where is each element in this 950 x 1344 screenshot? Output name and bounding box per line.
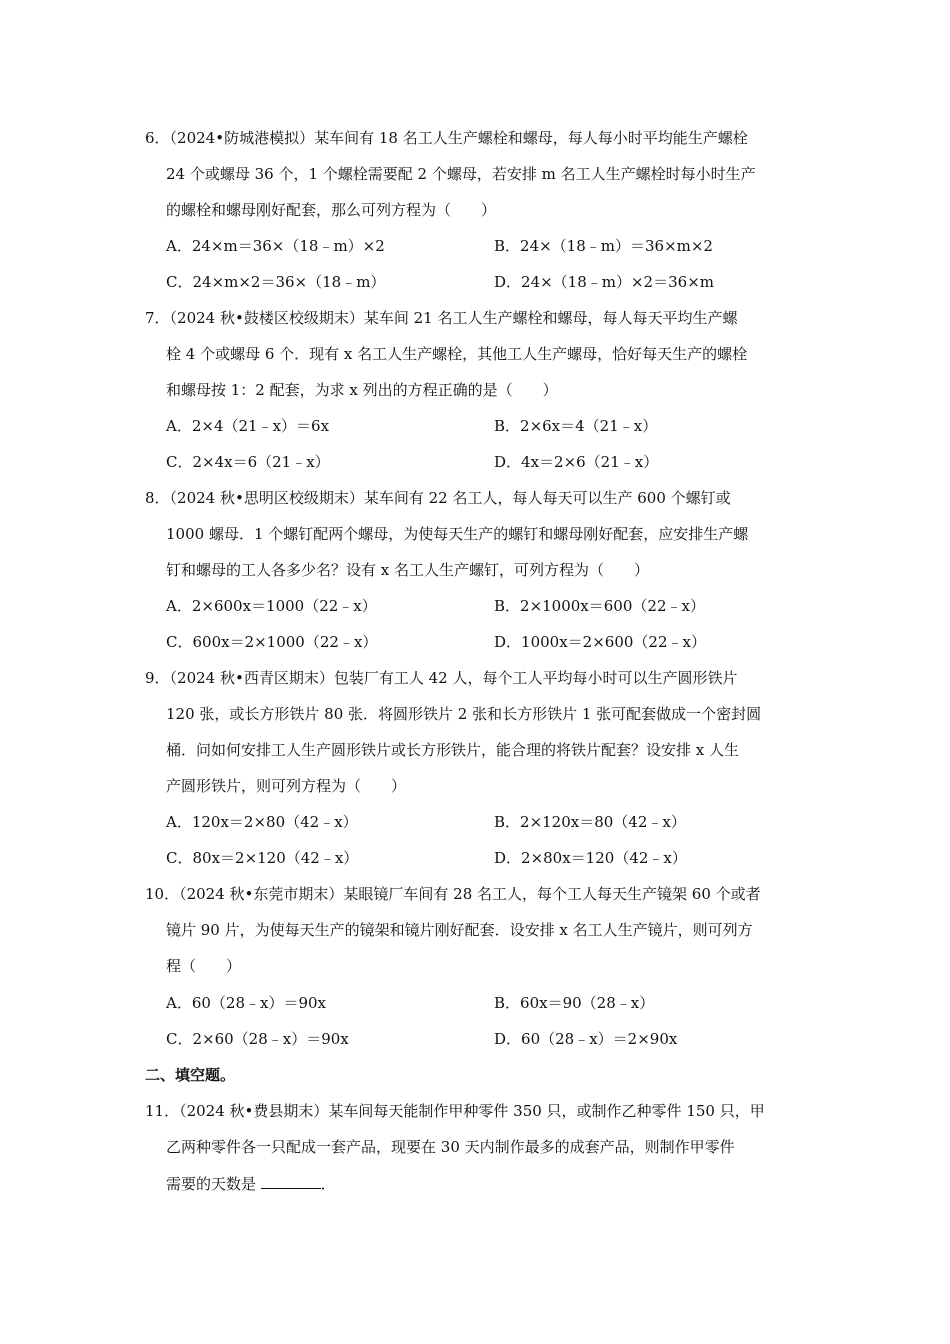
question-text-line: 栓 4 个或螺母 6 个．现有 x 名工人生产螺栓，其他工人生产螺母，恰好每天生产的螺栓 [166,345,748,363]
option-a: A．2×600x＝1000（22﹣x） [166,597,377,615]
question-text-line: 桶．问如何安排工人生产圆形铁片或长方形铁片，能合理的将铁片配套？设安排 x 人生 [166,741,739,759]
question-text-line: 10．（2024 秋•东莞市期末）某眼镜厂车间有 28 名工人，每个工人每天生产镜架 60 个或者 [145,885,761,903]
option-b: B．2×1000x＝600（22﹣x） [494,597,705,615]
question-text-line: 乙两种零件各一只配成一套产品，现要在 30 天内制作最多的成套产品，则制作甲零件 [166,1138,735,1156]
option-d: D．4x＝2×6（21﹣x） [494,453,659,471]
option-b: B．2×120x＝80（42﹣x） [494,813,686,831]
question-text-line: 产圆形铁片，则可列方程为（ ） [166,777,407,795]
section-title: 二、填空题。 [145,1066,236,1084]
question-text-line: 8．（2024 秋•思明区校级期末）某车间有 22 名工人，每人每天可以生产 600 个螺钉或 [145,489,731,507]
question-text-line: 钉和螺母的工人各多少名？设有 x 名工人生产螺钉，可列方程为（ ） [166,561,649,579]
question-text-line: 120 张，或长方形铁片 80 张．将圆形铁片 2 张和长方形铁片 1 张可配套做成一个密封圆 [166,705,762,723]
question-text-last-line [166,1166,810,1202]
option-c: C．2×4x＝6（21﹣x） [166,453,330,471]
answer-blank[interactable] [261,1172,321,1189]
option-c: C．2×60（28﹣x）＝90x [166,1030,349,1048]
question-text-line: 7．（2024 秋•鼓楼区校级期末）某车间 21 名工人生产螺栓和螺母，每人每天平均生产螺 [145,309,738,327]
question-text-line: 的螺栓和螺母刚好配套，那么可列方程为（ ） [166,201,497,219]
option-c: C．80x＝2×120（42﹣x） [166,849,359,867]
option-d: D．24×（18﹣m）×2＝36×m [494,273,714,291]
option-a: A．120x＝2×80（42﹣x） [166,813,358,831]
question-text-line: 11．（2024 秋•费县期末）某车间每天能制作甲种零件 350 只，或制作乙种零件 150 只，甲 [145,1102,765,1120]
option-b: B．60x＝90（28﹣x） [494,994,655,1012]
question-text-line: 和螺母按 1：2 配套，为求 x 列出的方程正确的是（ ） [166,381,558,399]
question-text: 需要的天数是 [166,1175,257,1193]
question-text-line: 9．（2024 秋•西青区期末）包装厂有工人 42 人，每个工人平均每小时可以生产圆形铁片 [145,669,738,687]
option-c: C．24×m×2＝36×（18﹣m） [166,273,386,291]
end-mark: ． [320,1175,336,1193]
option-d: D．2×80x＝120（42﹣x） [494,849,687,867]
option-a: A．2×4（21﹣x）＝6x [166,417,330,435]
option-d: D．1000x＝2×600（22﹣x） [494,633,706,651]
option-c: C．600x＝2×1000（22﹣x） [166,633,378,651]
question-text-line: 程（ ） [166,957,242,975]
option-a: A．24×m＝36×（18﹣m）×2 [166,237,385,255]
question-text-line: 6．（2024•防城港模拟）某车间有 18 名工人生产螺栓和螺母，每人每小时平均能生产螺栓 [145,129,748,147]
question-text-line: 24 个或螺母 36 个，1 个螺栓需要配 2 个螺母，若安排 m 名工人生产螺栓时每小时生产 [166,165,756,183]
option-a: A．60（28﹣x）＝90x [166,994,327,1012]
question-text-line: 1000 螺母．1 个螺钉配两个螺母，为使每天生产的螺钉和螺母刚好配套，应安排生产螺 [166,525,749,543]
question-text-line: 镜片 90 片，为使每天生产的镜架和镜片刚好配套．设安排 x 名工人生产镜片，则可列方 [166,921,753,939]
option-b: B．2×6x＝4（21﹣x） [494,417,658,435]
option-b: B．24×（18﹣m）＝36×m×2 [494,237,713,255]
option-d: D．60（28﹣x）＝2×90x [494,1030,678,1048]
